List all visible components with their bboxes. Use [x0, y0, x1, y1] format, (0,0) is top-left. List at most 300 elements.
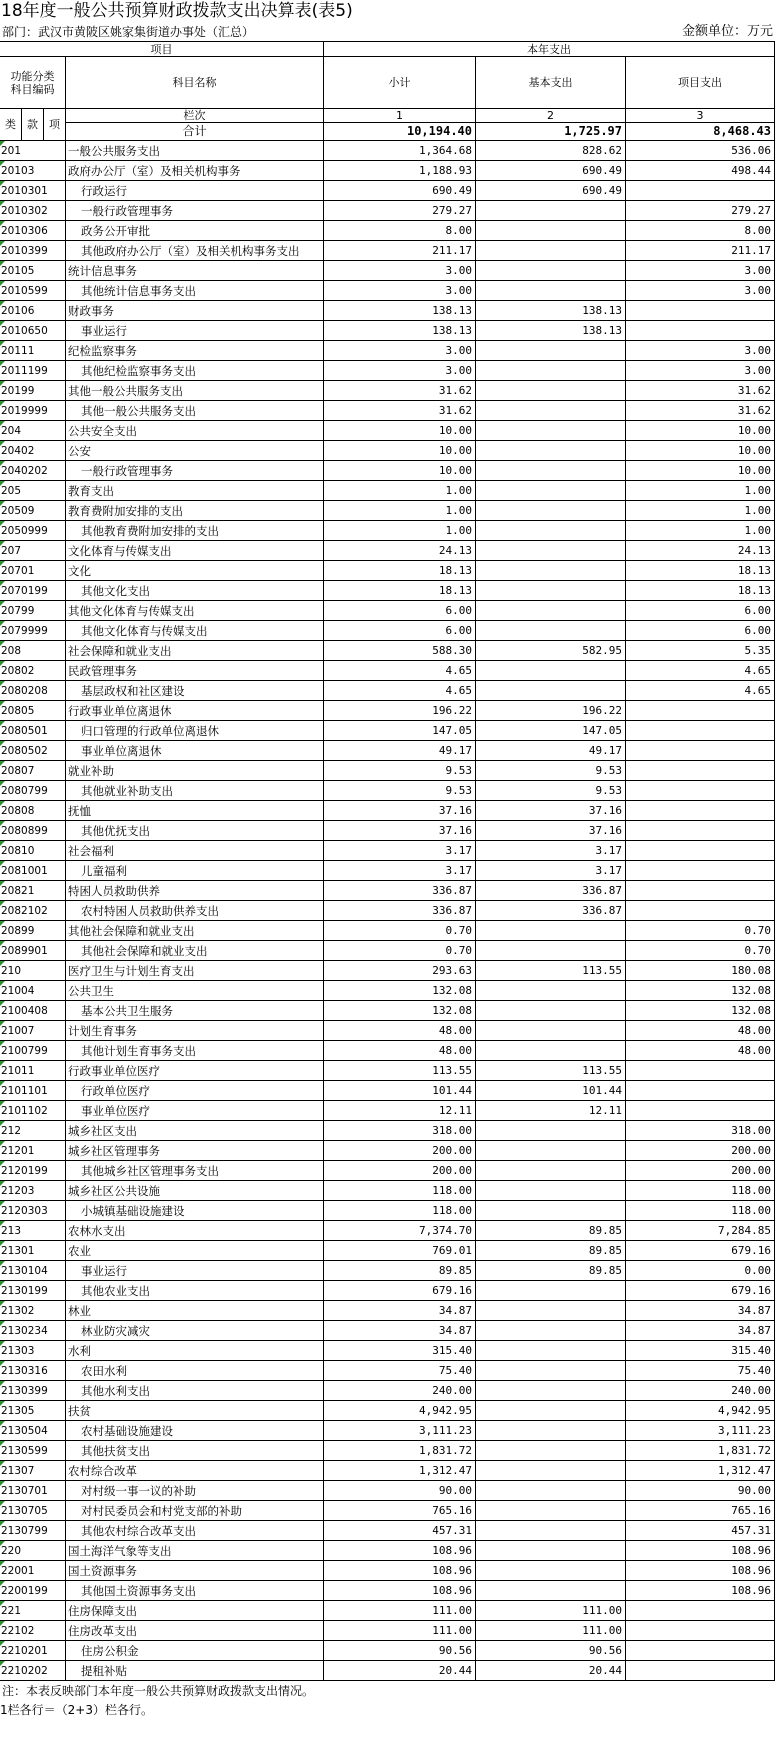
- row-basic: 37.16: [476, 801, 626, 821]
- row-code: 20805: [0, 701, 66, 721]
- row-project: 318.00: [626, 1121, 775, 1141]
- row-project: 4.65: [626, 681, 775, 701]
- table-row: [0, 341, 775, 361]
- row-subtotal: 0.70: [324, 921, 476, 941]
- row-subtotal: 89.85: [324, 1261, 476, 1281]
- row-code: 21203: [0, 1181, 66, 1201]
- row-code: 20807: [0, 761, 66, 781]
- table-row: [0, 361, 775, 381]
- row-code: 21302: [0, 1301, 66, 1321]
- row-project: [626, 841, 775, 861]
- row-basic: [476, 421, 626, 441]
- table-row: [0, 1101, 775, 1121]
- row-subtotal: 132.08: [324, 1001, 476, 1021]
- row-subtotal: 48.00: [324, 1021, 476, 1041]
- row-subject-name: 对村级一事一议的补助: [66, 1481, 324, 1501]
- row-subject-name: 行政单位医疗: [66, 1081, 324, 1101]
- table-row: [0, 1461, 775, 1481]
- cell-marker-icon: [0, 661, 5, 666]
- row-code: 2080799: [0, 781, 66, 801]
- cell-marker-icon: [0, 441, 5, 446]
- row-basic: [476, 581, 626, 601]
- row-subject-name: 教育支出: [66, 481, 324, 501]
- cell-marker-icon: [0, 1041, 5, 1046]
- row-subject-name: 其他政府办公厅（室）及相关机构事务支出: [66, 241, 324, 261]
- row-subtotal: 336.87: [324, 881, 476, 901]
- row-code: 2200199: [0, 1581, 66, 1601]
- row-basic: [476, 1541, 626, 1561]
- table-row: [0, 1421, 775, 1441]
- row-basic: 90.56: [476, 1641, 626, 1661]
- row-basic: [476, 1521, 626, 1541]
- row-project: 10.00: [626, 441, 775, 461]
- row-subject-name: 事业单位离退休: [66, 741, 324, 761]
- total-subtotal: 10,194.40: [324, 123, 476, 141]
- cell-marker-icon: [0, 921, 5, 926]
- table-row: [0, 1561, 775, 1581]
- row-subtotal: 6.00: [324, 601, 476, 621]
- row-subtotal: 240.00: [324, 1381, 476, 1401]
- row-code: 207: [0, 541, 66, 561]
- cell-marker-icon: [0, 1641, 5, 1646]
- row-subtotal: 118.00: [324, 1181, 476, 1201]
- row-project: 108.96: [626, 1541, 775, 1561]
- row-subtotal: 34.87: [324, 1321, 476, 1341]
- row-subject-name: 公安: [66, 441, 324, 461]
- row-basic: 111.00: [476, 1621, 626, 1641]
- row-subject-name: 其他文化支出: [66, 581, 324, 601]
- row-subject-name: 城乡社区支出: [66, 1121, 324, 1141]
- table-row: [0, 661, 775, 681]
- table-row: [0, 1001, 775, 1021]
- cell-marker-icon: [0, 181, 5, 186]
- row-basic: [476, 521, 626, 541]
- header-col-2: 2: [476, 109, 626, 123]
- row-project: 132.08: [626, 1001, 775, 1021]
- row-basic: [476, 681, 626, 701]
- row-subtotal: 24.13: [324, 541, 476, 561]
- row-project: 4.65: [626, 661, 775, 681]
- row-subject-name: 其他扶贫支出: [66, 1441, 324, 1461]
- row-project: 679.16: [626, 1281, 775, 1301]
- cell-marker-icon: [0, 561, 5, 566]
- row-subject-name: 纪检监察事务: [66, 341, 324, 361]
- row-code: 2100408: [0, 1001, 66, 1021]
- table-row: [0, 621, 775, 641]
- header-column-no: 栏次: [66, 109, 324, 123]
- row-project: 132.08: [626, 981, 775, 1001]
- row-code: 2010599: [0, 281, 66, 301]
- row-subject-name: 归口管理的行政单位离退休: [66, 721, 324, 741]
- cell-marker-icon: [0, 1201, 5, 1206]
- row-subject-name: 就业补助: [66, 761, 324, 781]
- cell-marker-icon: [0, 281, 5, 286]
- row-subtotal: 10.00: [324, 461, 476, 481]
- row-basic: [476, 281, 626, 301]
- row-subject-name: 其他城乡社区管理事务支出: [66, 1161, 324, 1181]
- cell-marker-icon: [0, 1021, 5, 1026]
- cell-marker-icon: [0, 901, 5, 906]
- row-subtotal: 457.31: [324, 1521, 476, 1541]
- cell-marker-icon: [0, 381, 5, 386]
- row-basic: 89.85: [476, 1261, 626, 1281]
- row-code: 213: [0, 1221, 66, 1241]
- cell-marker-icon: [0, 781, 5, 786]
- row-code: 2130234: [0, 1321, 66, 1341]
- row-subtotal: 336.87: [324, 901, 476, 921]
- row-code: 20808: [0, 801, 66, 821]
- row-code: 2100799: [0, 1041, 66, 1061]
- row-project: 6.00: [626, 621, 775, 641]
- cell-marker-icon: [0, 1581, 5, 1586]
- table-row: [0, 181, 775, 201]
- table-formula-note: 1栏各行＝（2+3）栏各行。: [0, 1703, 153, 1717]
- cell-marker-icon: [0, 421, 5, 426]
- cell-marker-icon: [0, 321, 5, 326]
- table-row: [0, 1401, 775, 1421]
- row-basic: 690.49: [476, 161, 626, 181]
- row-subject-name: 其他就业补助支出: [66, 781, 324, 801]
- table-title: 18年度一般公共预算财政拨款支出决算表(表5): [1, 1, 353, 21]
- row-basic: [476, 1161, 626, 1181]
- cell-marker-icon: [0, 601, 5, 606]
- row-subject-name: 特困人员救助供养: [66, 881, 324, 901]
- row-code: 20105: [0, 261, 66, 281]
- row-basic: [476, 1201, 626, 1221]
- row-project: 3,111.23: [626, 1421, 775, 1441]
- row-subject-name: 城乡社区管理事务: [66, 1141, 324, 1161]
- cell-marker-icon: [0, 1221, 5, 1226]
- table-row: [0, 881, 775, 901]
- row-code: 2040202: [0, 461, 66, 481]
- cell-marker-icon: [0, 1561, 5, 1566]
- table-row: [0, 161, 775, 181]
- table-row: [0, 1221, 775, 1241]
- table-row: [0, 1041, 775, 1061]
- table-row: [0, 1501, 775, 1521]
- table-row: [0, 1021, 775, 1041]
- row-basic: [476, 361, 626, 381]
- row-basic: 12.11: [476, 1101, 626, 1121]
- row-code: 2081001: [0, 861, 66, 881]
- table-row: [0, 921, 775, 941]
- row-subtotal: 3.00: [324, 341, 476, 361]
- row-subtotal: 1.00: [324, 521, 476, 541]
- cell-marker-icon: [0, 1461, 5, 1466]
- row-code: 212: [0, 1121, 66, 1141]
- row-code: 2130599: [0, 1441, 66, 1461]
- row-code: 205: [0, 481, 66, 501]
- row-basic: 101.44: [476, 1081, 626, 1101]
- table-row: [0, 521, 775, 541]
- row-project: 3.00: [626, 261, 775, 281]
- row-subtotal: 75.40: [324, 1361, 476, 1381]
- row-project: [626, 701, 775, 721]
- row-subtotal: 6.00: [324, 621, 476, 641]
- cell-marker-icon: [0, 401, 5, 406]
- row-project: [626, 1641, 775, 1661]
- row-subtotal: 200.00: [324, 1161, 476, 1181]
- header-project: 项目支出: [626, 57, 775, 109]
- row-project: 679.16: [626, 1241, 775, 1261]
- row-subject-name: 其他农村综合改革支出: [66, 1521, 324, 1541]
- row-project: 118.00: [626, 1201, 775, 1221]
- row-subject-name: 其他计划生育事务支出: [66, 1041, 324, 1061]
- table-row: [0, 761, 775, 781]
- row-project: 1.00: [626, 521, 775, 541]
- row-code: 2050999: [0, 521, 66, 541]
- row-basic: [476, 941, 626, 961]
- row-subject-name: 政府办公厅（室）及相关机构事务: [66, 161, 324, 181]
- row-subtotal: 211.17: [324, 241, 476, 261]
- row-basic: 336.87: [476, 881, 626, 901]
- table-row: [0, 701, 775, 721]
- row-subtotal: 18.13: [324, 561, 476, 581]
- header-col-1: 1: [324, 109, 476, 123]
- cell-marker-icon: [0, 621, 5, 626]
- row-code: 21301: [0, 1241, 66, 1261]
- cell-marker-icon: [0, 1321, 5, 1326]
- table-row: [0, 641, 775, 661]
- row-subtotal: 48.00: [324, 1041, 476, 1061]
- cell-marker-icon: [0, 1161, 5, 1166]
- row-subject-name: 农村综合改革: [66, 1461, 324, 1481]
- row-subject-name: 其他农业支出: [66, 1281, 324, 1301]
- row-subtotal: 31.62: [324, 401, 476, 421]
- row-subtotal: 588.30: [324, 641, 476, 661]
- row-code: 2130504: [0, 1421, 66, 1441]
- header-lei: 类: [0, 109, 22, 141]
- row-code: 2130399: [0, 1381, 66, 1401]
- row-project: 6.00: [626, 601, 775, 621]
- row-subject-name: 儿童福利: [66, 861, 324, 881]
- row-subject-name: 国土海洋气象等支出: [66, 1541, 324, 1561]
- cell-marker-icon: [0, 1341, 5, 1346]
- row-basic: [476, 1441, 626, 1461]
- row-basic: [476, 601, 626, 621]
- row-subtotal: 3,111.23: [324, 1421, 476, 1441]
- row-subtotal: 9.53: [324, 761, 476, 781]
- cell-marker-icon: [0, 1441, 5, 1446]
- row-project: 457.31: [626, 1521, 775, 1541]
- cell-marker-icon: [0, 1081, 5, 1086]
- row-basic: 138.13: [476, 321, 626, 341]
- table-row: [0, 401, 775, 421]
- row-basic: 113.55: [476, 1061, 626, 1081]
- row-code: 2079999: [0, 621, 66, 641]
- table-row: [0, 141, 775, 161]
- row-basic: [476, 1181, 626, 1201]
- cell-marker-icon: [0, 541, 5, 546]
- row-project: 498.44: [626, 161, 775, 181]
- row-subtotal: 12.11: [324, 1101, 476, 1121]
- row-code: 2080502: [0, 741, 66, 761]
- cell-marker-icon: [0, 741, 5, 746]
- row-subject-name: 其他水利支出: [66, 1381, 324, 1401]
- row-subject-name: 公共卫生: [66, 981, 324, 1001]
- cell-marker-icon: [0, 981, 5, 986]
- row-basic: [476, 1321, 626, 1341]
- row-project: 1.00: [626, 501, 775, 521]
- row-subject-name: 住房公积金: [66, 1641, 324, 1661]
- row-project: 0.70: [626, 941, 775, 961]
- cell-marker-icon: [0, 461, 5, 466]
- table-row: [0, 1141, 775, 1161]
- row-code: 22001: [0, 1561, 66, 1581]
- row-basic: 147.05: [476, 721, 626, 741]
- row-basic: [476, 501, 626, 521]
- table-row: [0, 1481, 775, 1501]
- row-project: 1,312.47: [626, 1461, 775, 1481]
- row-subtotal: 34.87: [324, 1301, 476, 1321]
- row-code: 2130199: [0, 1281, 66, 1301]
- row-code: 21305: [0, 1401, 66, 1421]
- cell-marker-icon: [0, 141, 5, 146]
- row-project: 536.06: [626, 141, 775, 161]
- header-func-code: 功能分类 科目编码: [0, 57, 66, 109]
- cell-marker-icon: [0, 881, 5, 886]
- table-row: [0, 561, 775, 581]
- cell-marker-icon: [0, 581, 5, 586]
- row-subtotal: 90.56: [324, 1641, 476, 1661]
- cell-marker-icon: [0, 1281, 5, 1286]
- row-subtotal: 4.65: [324, 681, 476, 701]
- row-project: 765.16: [626, 1501, 775, 1521]
- row-subtotal: 37.16: [324, 821, 476, 841]
- table-note: 注：本表反映部门本年度一般公共预算财政拨款支出情况。: [2, 1684, 315, 1698]
- table-row: [0, 1181, 775, 1201]
- row-subject-name: 一般行政管理事务: [66, 201, 324, 221]
- table-row: [0, 1321, 775, 1341]
- row-subject-name: 事业运行: [66, 321, 324, 341]
- row-project: 108.96: [626, 1561, 775, 1581]
- cell-marker-icon: [0, 721, 5, 726]
- row-code: 2010399: [0, 241, 66, 261]
- row-project: [626, 1601, 775, 1621]
- row-subtotal: 20.44: [324, 1661, 476, 1681]
- row-project: [626, 761, 775, 781]
- row-code: 2130104: [0, 1261, 66, 1281]
- row-code: 21307: [0, 1461, 66, 1481]
- table-row: [0, 801, 775, 821]
- row-basic: [476, 621, 626, 641]
- row-code: 2082102: [0, 901, 66, 921]
- row-subject-name: 社会福利: [66, 841, 324, 861]
- header-basic: 基本支出: [476, 57, 626, 109]
- row-project: 200.00: [626, 1161, 775, 1181]
- cell-marker-icon: [0, 1381, 5, 1386]
- row-code: 208: [0, 641, 66, 661]
- row-subject-name: 统计信息事务: [66, 261, 324, 281]
- table-row: [0, 481, 775, 501]
- row-code: 2019999: [0, 401, 66, 421]
- row-basic: [476, 1481, 626, 1501]
- row-subject-name: 公共安全支出: [66, 421, 324, 441]
- row-subject-name: 政务公开审批: [66, 221, 324, 241]
- table-row: [0, 581, 775, 601]
- row-code: 2210202: [0, 1661, 66, 1681]
- row-subject-name: 国土资源事务: [66, 1561, 324, 1581]
- row-subject-name: 其他一般公共服务支出: [66, 401, 324, 421]
- row-code: 2210201: [0, 1641, 66, 1661]
- row-basic: 49.17: [476, 741, 626, 761]
- cell-marker-icon: [0, 521, 5, 526]
- cell-marker-icon: [0, 1661, 5, 1666]
- cell-marker-icon: [0, 641, 5, 646]
- table-row: [0, 1381, 775, 1401]
- row-subject-name: 财政事务: [66, 301, 324, 321]
- table-row: [0, 1601, 775, 1621]
- row-subtotal: 196.22: [324, 701, 476, 721]
- row-subject-name: 提租补贴: [66, 1661, 324, 1681]
- row-project: [626, 1081, 775, 1101]
- table-row: [0, 201, 775, 221]
- row-basic: 828.62: [476, 141, 626, 161]
- row-basic: [476, 481, 626, 501]
- cell-marker-icon: [0, 1541, 5, 1546]
- table-row: [0, 381, 775, 401]
- row-project: 34.87: [626, 1301, 775, 1321]
- table-row: [0, 221, 775, 241]
- row-subject-name: 城乡社区公共设施: [66, 1181, 324, 1201]
- row-project: 24.13: [626, 541, 775, 561]
- cell-marker-icon: [0, 1261, 5, 1266]
- row-project: [626, 181, 775, 201]
- cell-marker-icon: [0, 1301, 5, 1306]
- row-subtotal: 3.00: [324, 281, 476, 301]
- row-basic: 9.53: [476, 781, 626, 801]
- row-basic: 196.22: [476, 701, 626, 721]
- table-row: [0, 781, 775, 801]
- row-subtotal: 132.08: [324, 981, 476, 1001]
- total-label: 合计: [66, 123, 324, 141]
- row-basic: [476, 1121, 626, 1141]
- row-project: [626, 301, 775, 321]
- row-subject-name: 农村基础设施建设: [66, 1421, 324, 1441]
- row-project: [626, 1101, 775, 1121]
- row-basic: [476, 1021, 626, 1041]
- total-basic: 1,725.97: [476, 123, 626, 141]
- row-project: 18.13: [626, 581, 775, 601]
- row-project: 48.00: [626, 1041, 775, 1061]
- row-subject-name: 其他教育费附加安排的支出: [66, 521, 324, 541]
- row-code: 2089901: [0, 941, 66, 961]
- row-project: 75.40: [626, 1361, 775, 1381]
- table-row: [0, 1081, 775, 1101]
- row-subject-name: 农田水利: [66, 1361, 324, 1381]
- row-code: 20111: [0, 341, 66, 361]
- row-project: [626, 801, 775, 821]
- table-row: [0, 541, 775, 561]
- row-subject-name: 小城镇基础设施建设: [66, 1201, 324, 1221]
- table-row: [0, 1341, 775, 1361]
- row-subtotal: 8.00: [324, 221, 476, 241]
- row-project: 31.62: [626, 401, 775, 421]
- row-basic: [476, 1581, 626, 1601]
- row-project: [626, 721, 775, 741]
- row-basic: 3.17: [476, 841, 626, 861]
- cell-marker-icon: [0, 221, 5, 226]
- row-project: 315.40: [626, 1341, 775, 1361]
- table-row: [0, 721, 775, 741]
- table-row: [0, 1201, 775, 1221]
- row-code: 201: [0, 141, 66, 161]
- total-project: 8,468.43: [626, 123, 775, 141]
- row-basic: 37.16: [476, 821, 626, 841]
- row-basic: 113.55: [476, 961, 626, 981]
- row-subtotal: 3.00: [324, 361, 476, 381]
- row-project: 0.70: [626, 921, 775, 941]
